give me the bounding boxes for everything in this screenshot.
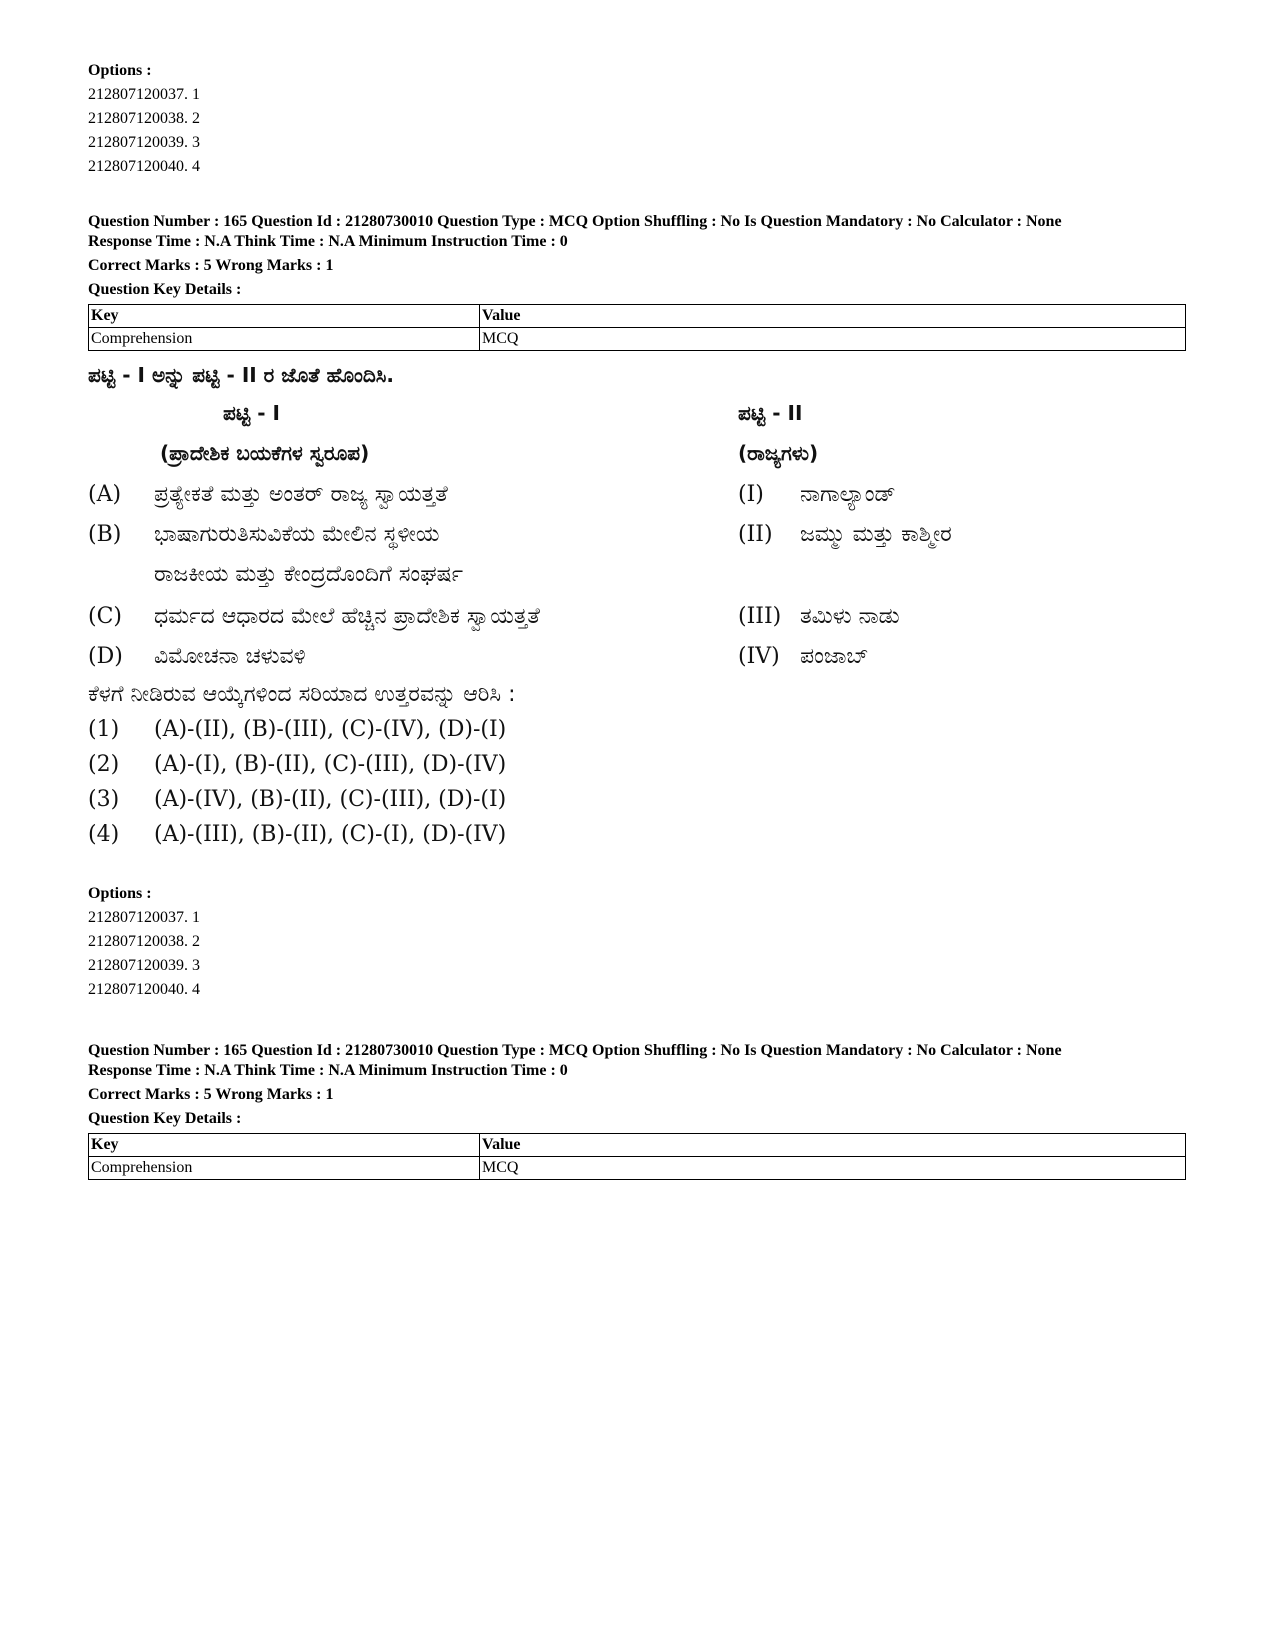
- question-marks: Correct Marks : 5 Wrong Marks : 1: [88, 257, 334, 274]
- table-header-value: Value: [480, 1134, 1186, 1157]
- option-item: 212807120037. 1: [88, 909, 200, 926]
- list1-label: (A): [88, 482, 122, 507]
- option-item: 212807120038. 2: [88, 933, 200, 950]
- list2-text: ತಮಿಳು ನಾಡು: [800, 604, 900, 629]
- option-item: 212807120039. 3: [88, 134, 200, 151]
- question-meta-line: Question Number : 165 Question Id : 21280730010 Question Type : MCQ Option Shuffling : No Is Question Mandatory : No Calculator : None: [88, 1042, 1062, 1059]
- list2-label: (IV): [738, 644, 780, 669]
- answer-text: (A)-(I), (B)-(II), (C)-(III), (D)-(IV): [154, 752, 507, 777]
- list2-item: [738, 480, 896, 510]
- question-key-details-label: Question Key Details :: [88, 1110, 242, 1127]
- list2-title: ಪಟ್ಟಿ - II: [738, 401, 803, 425]
- answer-number: (2): [88, 752, 120, 777]
- option-item: 212807120039. 3: [88, 957, 200, 974]
- list2-subtitle: (ರಾಜ್ಯಗಳು): [738, 441, 819, 465]
- table-header-key: Key: [89, 1134, 480, 1157]
- list2-text: ಪಂಜಾಬ್: [800, 644, 869, 669]
- list1-text: ಧರ್ಮದ ಆಧಾರದ ಮೇಲೆ ಹೆಚ್ಚಿನ ಪ್ರಾದೇಶಿಕ ಸ್ವಾಯತ್ತತೆ: [154, 604, 540, 629]
- option-item: 212807120040. 4: [88, 158, 200, 175]
- list2-label: (III): [738, 604, 782, 629]
- question-key-table: [88, 1133, 1186, 1180]
- list1-item: [88, 642, 306, 672]
- answer-choice: [88, 750, 506, 780]
- list1-label: (B): [88, 522, 122, 547]
- option-item: 212807120040. 4: [88, 981, 200, 998]
- list1-text: ಪ್ರತ್ಯೇಕತೆ ಮತ್ತು ಅಂತರ್ ರಾಜ್ಯ ಸ್ವಾಯತ್ತತೆ: [154, 482, 448, 507]
- question-header: [88, 212, 1062, 302]
- table-header-row: [89, 1134, 1186, 1157]
- table-header-value: Value: [480, 305, 1186, 328]
- question-key-table: [88, 304, 1186, 351]
- list1-item: [88, 480, 448, 510]
- answer-number: (1): [88, 717, 120, 742]
- list1-label: (C): [88, 604, 122, 629]
- options-block-bottom: [88, 882, 200, 1002]
- answer-choice: [88, 715, 506, 745]
- question-header: [88, 1041, 1062, 1131]
- answer-choice: [88, 785, 506, 815]
- option-item: 212807120038. 2: [88, 110, 200, 127]
- table-cell-key: Comprehension: [89, 328, 480, 351]
- question-timing-line: Response Time : N.A Think Time : N.A Minimum Instruction Time : 0: [88, 1062, 568, 1079]
- question-meta-line: Question Number : 165 Question Id : 21280730010 Question Type : MCQ Option Shuffling : No Is Question Mandatory : No Calculator : None: [88, 213, 1062, 230]
- options-heading: Options :: [88, 62, 152, 79]
- answer-choice: [88, 820, 506, 850]
- list2-text: ಜಮ್ಮು ಮತ್ತು ಕಾಶ್ಮೀರ: [800, 522, 952, 547]
- list2-label: (II): [738, 522, 773, 547]
- list2-item: [738, 602, 900, 632]
- answer-text: (A)-(IV), (B)-(II), (C)-(III), (D)-(I): [154, 787, 507, 812]
- answer-text: (A)-(II), (B)-(III), (C)-(IV), (D)-(I): [154, 717, 507, 742]
- table-cell-value: MCQ: [480, 1157, 1186, 1180]
- table-header-row: [89, 305, 1186, 328]
- list1-text-continued: ರಾಜಕೀಯ ಮತ್ತು ಕೇಂದ್ರದೊಂದಿಗೆ ಸಂಘರ್ಷ: [154, 562, 464, 587]
- list1-item: [88, 520, 439, 550]
- options-heading: Options :: [88, 885, 152, 902]
- question-marks: Correct Marks : 5 Wrong Marks : 1: [88, 1086, 334, 1103]
- choose-prompt: ಕೆಳಗೆ ನೀಡಿರುವ ಆಯ್ಕೆಗಳಿಂದ ಸರಿಯಾದ ಉತ್ತರವನ್ನು ಆರಿಸಿ :: [88, 682, 516, 707]
- list1-text: ವಿಮೋಚನಾ ಚಳುವಳಿ: [154, 644, 306, 669]
- list2-item: [738, 642, 869, 672]
- table-row: [89, 328, 1186, 351]
- answer-number: (4): [88, 822, 120, 847]
- question-key-details-label: Question Key Details :: [88, 281, 242, 298]
- list1-title: ಪಟ್ಟಿ - I: [223, 401, 280, 425]
- answer-number: (3): [88, 787, 120, 812]
- question-image: [88, 360, 952, 880]
- table-cell-key: Comprehension: [89, 1157, 480, 1180]
- table-row: [89, 1157, 1186, 1180]
- list1-item: [88, 602, 540, 632]
- question-timing-line: Response Time : N.A Think Time : N.A Minimum Instruction Time : 0: [88, 233, 568, 250]
- answer-text: (A)-(III), (B)-(II), (C)-(I), (D)-(IV): [154, 822, 507, 847]
- table-cell-value: MCQ: [480, 328, 1186, 351]
- list2-item: [738, 520, 952, 550]
- question-instruction: ಪಟ್ಟಿ - I ಅನ್ನು ಪಟ್ಟಿ - II ರ ಜೊತೆ ಹೊಂದಿಸಿ.: [88, 363, 394, 387]
- list1-subtitle: (ಪ್ರಾದೇಶಿಕ ಬಯಕೆಗಳ ಸ್ವರೂಪ): [160, 441, 370, 465]
- list2-label: (I): [738, 482, 764, 507]
- options-block-top: [88, 59, 200, 179]
- list1-label: (D): [88, 644, 123, 669]
- list1-text: ಭಾಷಾಗುರುತಿಸುವಿಕೆಯ ಮೇಲಿನ ಸ್ಥಳೀಯ: [154, 522, 440, 547]
- table-header-key: Key: [89, 305, 480, 328]
- list2-text: ನಾಗಾಲ್ಯಾಂಡ್: [800, 482, 896, 507]
- option-item: 212807120037. 1: [88, 86, 200, 103]
